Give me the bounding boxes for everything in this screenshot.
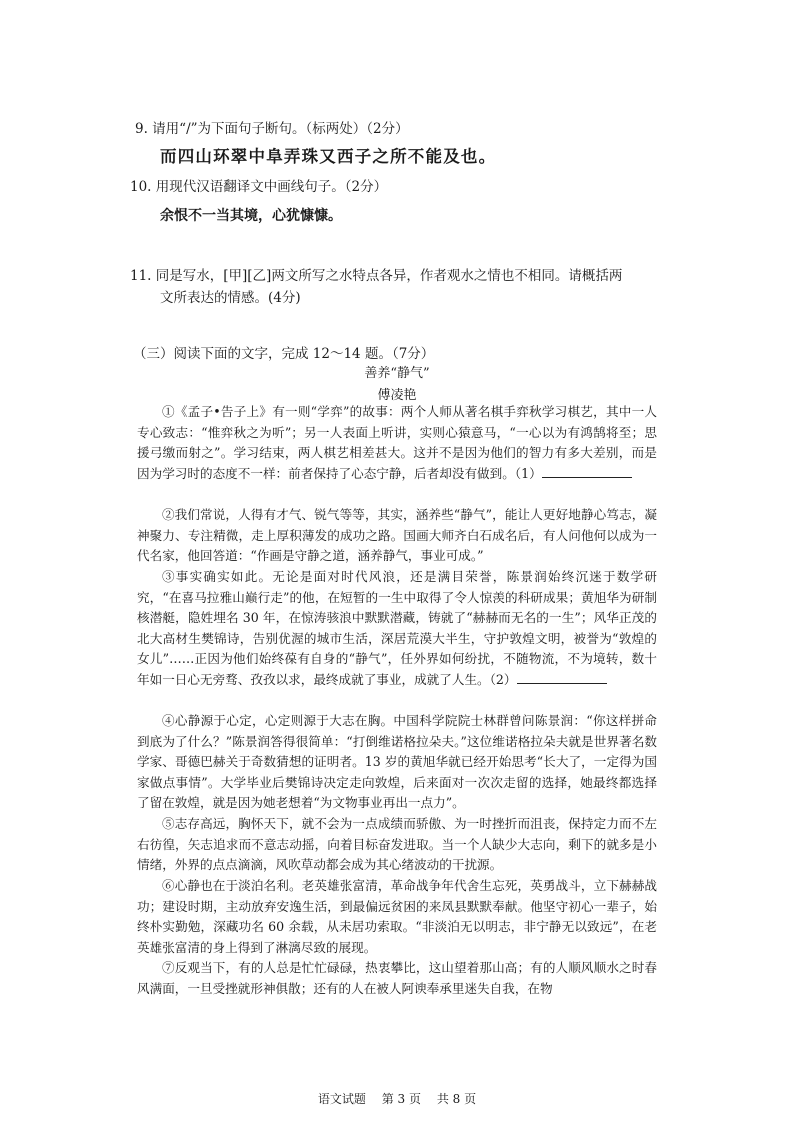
article-paragraph-4: ④心静源于心定，心定则源于大志在胸。中国科学院院士林群曾问陈景润：“你这样拼命到底为了什么？”陈景润答得很简单：“打倒维诺格拉朵夫。”这位维诺格拉朵夫就是世界著名数学家、哥德巴赫关于奇数猜想的证明者。13 岁的黄旭华就已经开始思考“长大了，一定得为国家做点事情”。大学毕业后樊锦诗决定走向敦煌，后来面对一次次走留的选择，她最终都选择了留在敦煌，就是因为她老想着“为文物事业再出一点力”。 — [137, 713, 657, 810]
article-paragraph-2: ②我们常说，人得有才气、锐气等等，其实，涵养些“静气”，能让人更好地静心笃志，凝神聚力、专注精微，走上厚积薄发的成功之路。国画大师齐白石成名后，有人问他何以成为一代名家，他回答道：“作画是守静之道，涵养静气，事业可成。” — [137, 507, 657, 563]
article-paragraph-3 — [137, 567, 657, 690]
answer-blank-2[interactable] — [517, 671, 607, 684]
section-3-heading: （三）阅读下面的文字，完成 12～14 题。（7分） — [133, 346, 435, 362]
paragraph-1-text: ①《孟子•告子上》有一则“学弈”的故事：两个人师从著名棋手弈秋学习棋艺，其中一人专心致志：“惟弈秋之为听”；另一人表面上听讲，实则心猿意马，“一心以为有鸿鹄将至；思援弓缴而射之”。学习结束，两人棋艺相差甚大。这并不是因为他们的智力有多大差别，而是因为学习时的态度不一样：前者保持了心态宁静，后者却没有做到。（1） — [137, 404, 657, 481]
question-11-prompt-line1: 11. 同是写水，[甲][乙]两文所写之水特点各异，作者观水之情也不相同。请概括两 — [130, 268, 623, 284]
article-paragraph-6: ⑥心静也在于淡泊名利。老英雄张富清，革命战争年代舍生忘死，英勇战斗，立下赫赫战功；建设时期，主动放弃安逸生活，到最偏远贫困的来凤县默默奉献。他坚守初心一辈子，始终朴实勤勉，深藏功名 60 余载，从未居功索取。“非淡泊无以明志，非宁静无以致远”，在老英雄张富清的身上得到了淋漓尽致的展现。 — [137, 878, 657, 955]
footer-page-number: 第 3 页 — [381, 1092, 421, 1106]
article-paragraph-5: ⑤志存高远，胸怀天下，就不会为一点成绩而骄傲、为一时挫折而沮丧，保持定力而不左右彷徨，矢志追求而不意志动摇，向着目标奋发进取。当一个人缺少大志向，剩下的就多是小情绪，外界的点点滴滴，风吹草动都会成为其心绪波动的干扰源。 — [137, 816, 657, 872]
answer-blank-1[interactable] — [542, 465, 632, 478]
question-10-prompt: 10. 用现代汉语翻译文中画线句子。（2分） — [130, 179, 388, 195]
article-paragraph-1 — [137, 402, 657, 484]
paragraph-3-text: ③事实确实如此。无论是面对时代风浪，还是满目荣誉，陈景润始终沉迷于数学研究，“在喜马拉雅山巅行走”的他，在短暂的一生中取得了令人惊羡的科研成果；黄旭华为研制核潜艇，隐姓埋名 30 年，在惊涛骇浪中默默潜藏，铸就了“赫赫而无名的一生”；风华正茂的北大高材生樊锦诗，告别优渥的城市生活，深居荒漠大半生，守护敦煌文明，被誉为“敦煌的女儿”……正因为他们始终葆有自身的“静气”，任外界如何纷扰，不随物流，不为境转，数十年如一日心无旁骛、孜孜以求，最终成就了事业，成就了人生。（2） — [137, 569, 657, 687]
question-9-sentence: 而四山环翠中阜弄珠又西子之所不能及也。 — [160, 147, 497, 166]
question-11-prompt-line2: 文所表达的情感。(4分) — [160, 290, 301, 306]
page-footer — [0, 1090, 794, 1107]
article-paragraph-7: ⑦反观当下，有的人总是忙忙碌碌，热衷攀比，这山望着那山高；有的人顺风顺水之时春风满面，一旦受挫就形神俱散；还有的人在被人阿谀奉承里迷失自我，在物 — [137, 960, 657, 996]
footer-total-pages: 共 8 页 — [436, 1092, 477, 1106]
question-10-sentence: 余恨不一当其境，心犹慷慷。 — [160, 208, 342, 224]
footer-subject: 语文试题 — [317, 1092, 366, 1106]
article-title: 善养“静气” — [364, 366, 430, 381]
question-9-prompt: 9. 请用“/”为下面句子断句。（标两处）（2分） — [135, 121, 409, 137]
article-author: 傅凌艳 — [377, 388, 417, 403]
